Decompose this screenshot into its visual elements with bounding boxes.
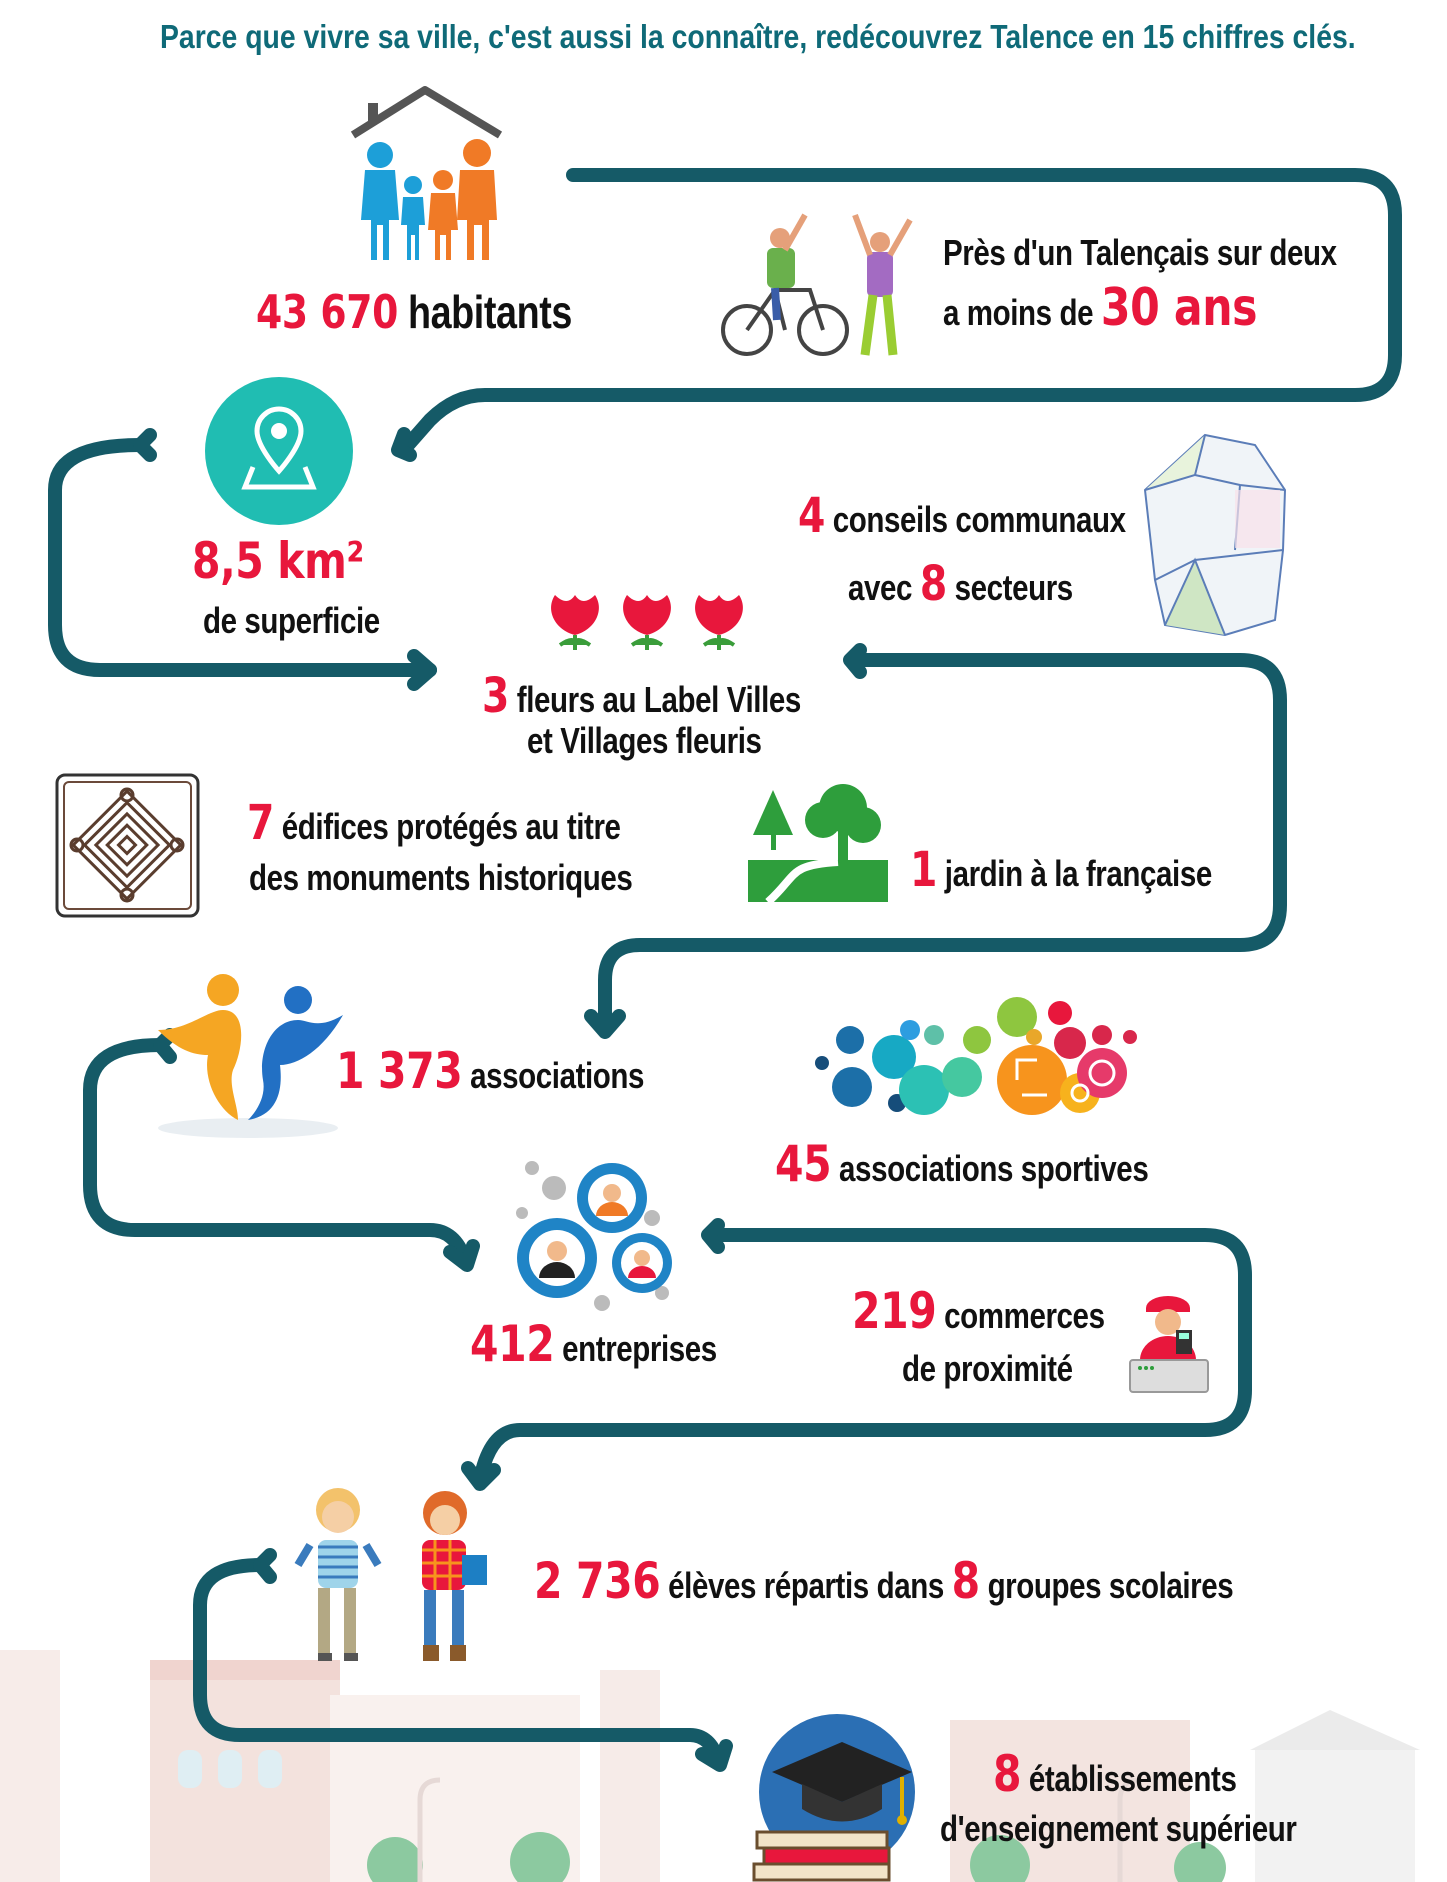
fact-jeunes-line1: Près d'un Talençais sur deux (943, 232, 1337, 273)
enseignement-label: établissements (1028, 1758, 1237, 1799)
eleves-label: élèves répartis dans (668, 1565, 944, 1606)
conseils-number: 4 (798, 488, 825, 544)
entreprises-number: 412 (470, 1315, 555, 1373)
page-title: Parce que vivre sa ville, c'est aussi la connaître, redécouvrez Talence en 15 chiffres clés. (160, 18, 1356, 55)
secteurs-number: 8 (919, 556, 947, 612)
location-pin-icon (205, 377, 353, 525)
fact-enseignement-line1 (993, 1745, 1236, 1803)
secteurs-label: secteurs (954, 567, 1073, 608)
fact-sportives (775, 1135, 1148, 1193)
conseils-label: conseils communaux (832, 499, 1126, 540)
flowers-icon (540, 590, 760, 655)
superficie-label: de superficie (203, 600, 380, 641)
groupes-label: groupes scolaires (987, 1565, 1234, 1606)
gears-people-icon (512, 1158, 677, 1318)
cyclist-icon (715, 210, 930, 360)
eleves-number: 2 736 (534, 1552, 661, 1610)
habitants-label: habitants (407, 286, 572, 338)
jardin-number: 1 (910, 842, 937, 898)
people-association-icon (148, 970, 353, 1140)
fact-edifices-line1 (247, 795, 621, 851)
fact-commerces-line1 (852, 1282, 1105, 1340)
edifices-label: édifices protégés au titre (281, 806, 621, 847)
fact-conseils-line1 (798, 488, 1126, 544)
fact-conseils-line2 (848, 556, 1073, 612)
students-icon (290, 1485, 495, 1665)
commerces-number: 219 (852, 1282, 937, 1340)
entreprises-label: entreprises (562, 1328, 717, 1369)
district-map-icon (1135, 430, 1290, 640)
jeunes-prefix: a moins de (943, 292, 1094, 333)
conseils-prefix: avec (848, 567, 913, 608)
fleurs-label: fleurs au Label Villes (516, 679, 801, 720)
park-tree-icon (748, 780, 888, 902)
jardin-label: jardin à la française (944, 853, 1212, 894)
enseignement-line2: d'enseignement supérieur (940, 1808, 1297, 1849)
commerces-label: commerces (944, 1295, 1105, 1336)
edifices-line2: des monuments historiques (249, 857, 633, 898)
fact-jeunes-line2 (943, 278, 1257, 338)
groupes-number: 8 (951, 1552, 980, 1610)
superficie-number: 8,5 km² (192, 532, 364, 590)
fleurs-number: 3 (482, 668, 509, 724)
jeunes-number: 30 ans (1100, 278, 1258, 338)
house-family-icon (345, 85, 510, 265)
sports-bubbles-icon (812, 995, 1137, 1120)
habitants-number: 43 670 (256, 285, 398, 339)
sportives-label: associations sportives (839, 1148, 1149, 1189)
shopkeeper-icon (1128, 1288, 1210, 1398)
commerces-line2: de proximité (902, 1348, 1073, 1389)
sportives-number: 45 (775, 1135, 832, 1193)
fact-entreprises (470, 1315, 717, 1373)
fact-eleves (534, 1552, 1233, 1610)
associations-number: 1 373 (336, 1042, 463, 1100)
fact-fleurs-line1 (482, 668, 801, 724)
monument-emblem-icon (55, 773, 200, 918)
fleurs-line2: et Villages fleuris (527, 720, 762, 761)
fact-associations (336, 1042, 644, 1100)
associations-label: associations (470, 1055, 645, 1096)
edifices-number: 7 (247, 795, 274, 851)
fact-habitants (256, 285, 572, 339)
enseignement-number: 8 (993, 1745, 1022, 1803)
graduation-cap-books-icon (752, 1712, 932, 1882)
fact-jardin (910, 842, 1212, 898)
